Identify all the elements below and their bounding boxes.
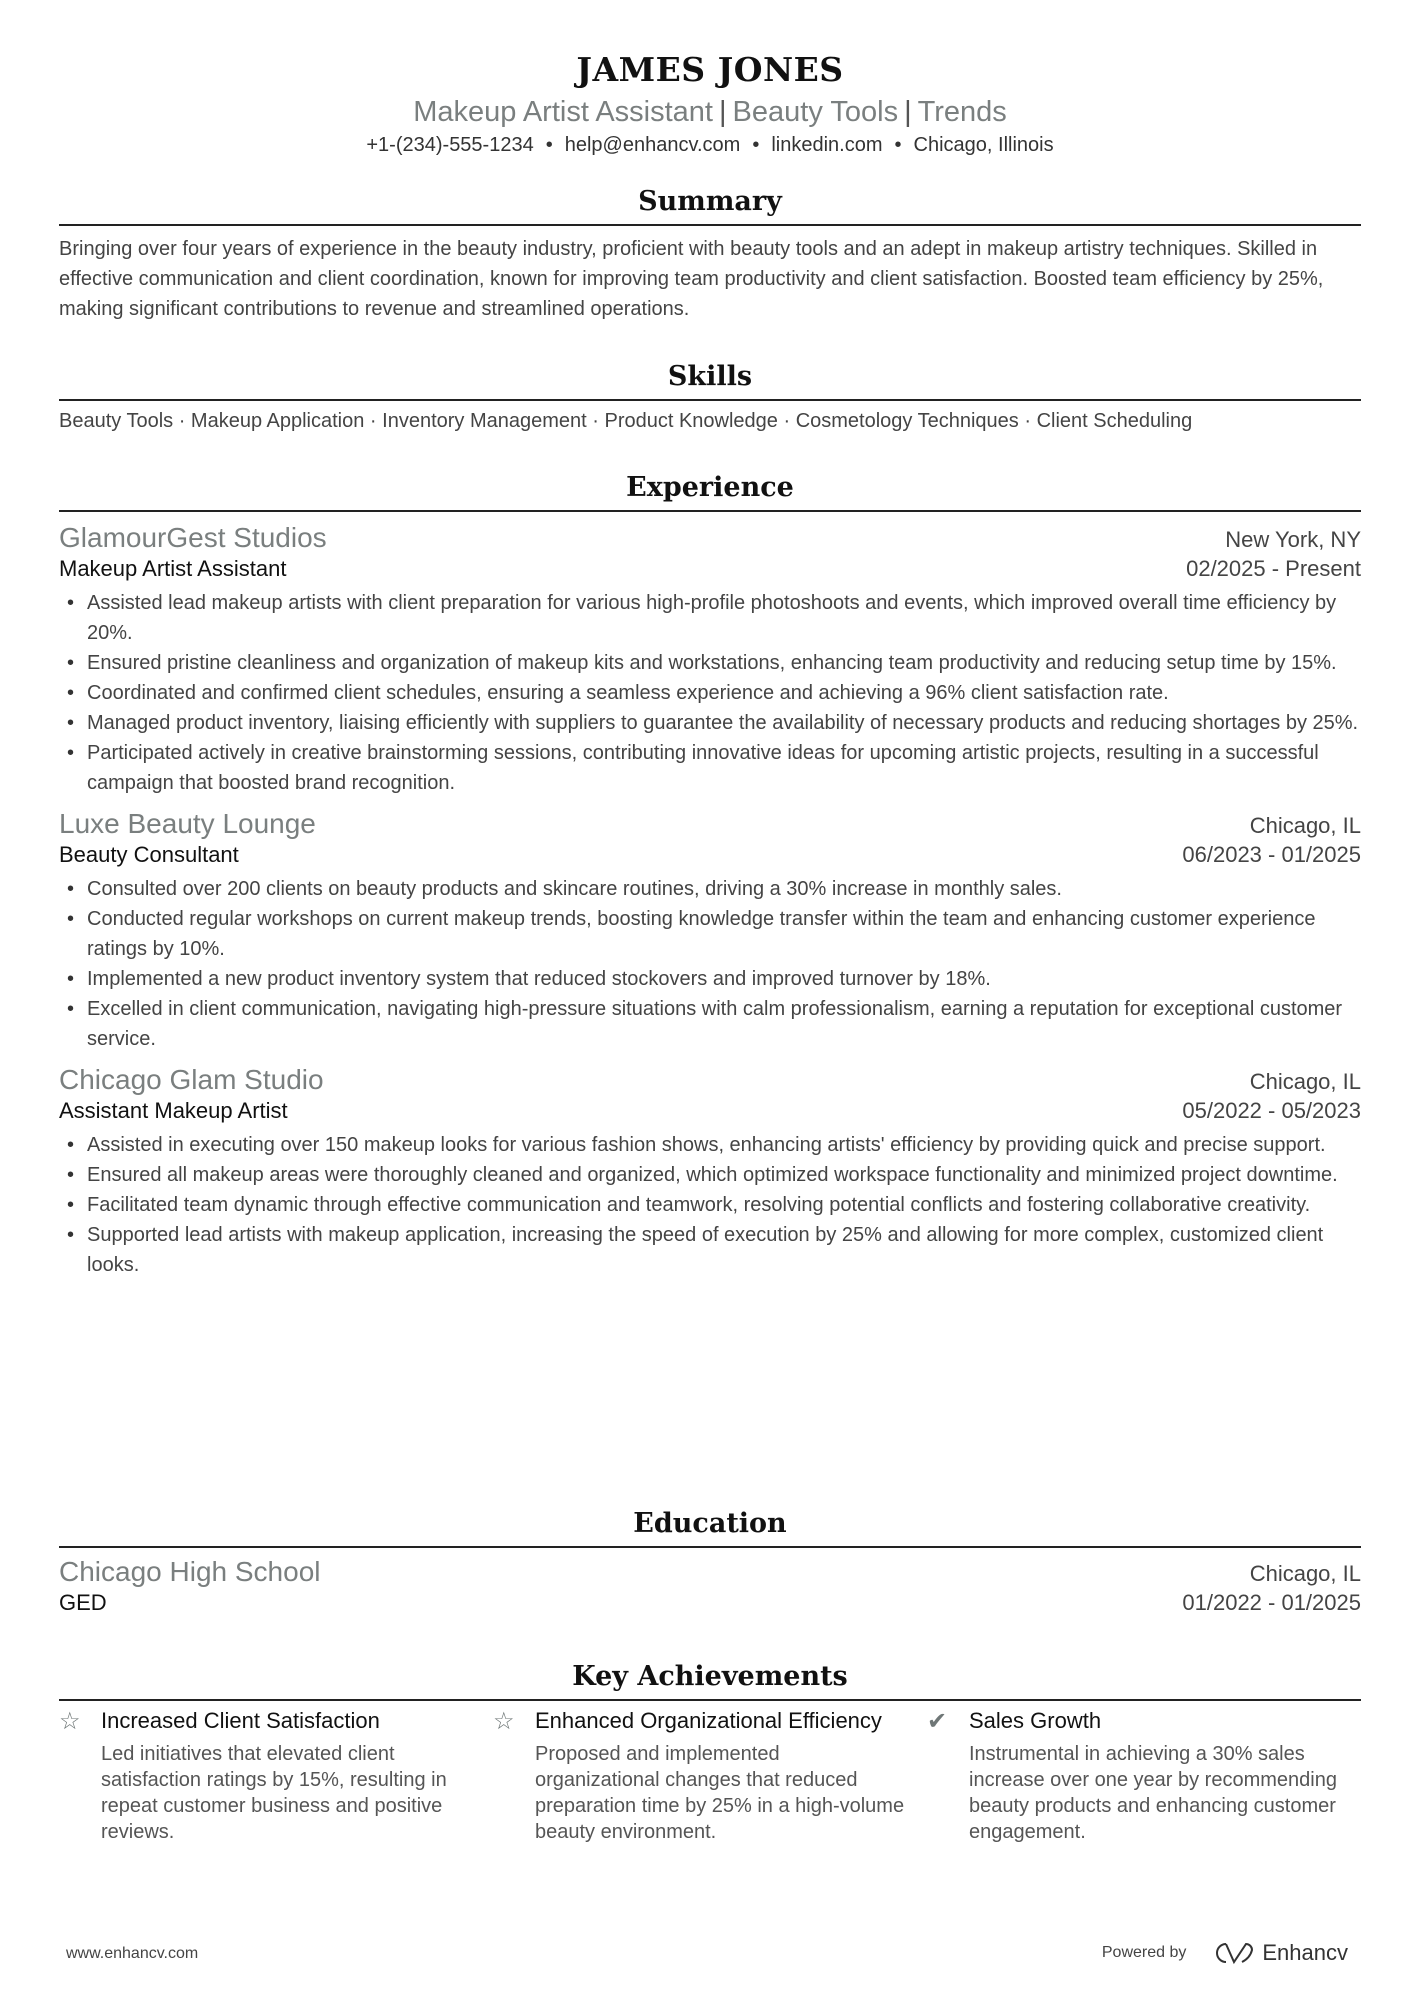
achievement-title: Increased Client Satisfaction — [101, 1708, 380, 1733]
achievement-item — [493, 1707, 927, 1845]
company-name: Luxe Beauty Lounge — [59, 808, 316, 839]
job-location: Chicago, IL — [1249, 813, 1361, 838]
summary-text: Bringing over four years of experience in the beauty industry, proficient with beauty tools and an adept in makeup artistry techniques. Skilled in effective communication and client coordination, known for improving team productivity and client satisfaction. Boosted team efficiency by 25%, making significant contributions to revenue and streamlined operations. — [59, 238, 1324, 320]
section-heading: Key Achievements — [59, 1661, 1361, 1701]
job-dates: 05/2022 - 05/2023 — [1182, 1098, 1361, 1123]
achievement-description: Proposed and implemented organizational changes that reduced preparation time by 25% in a high-volume beauty environment. — [535, 1743, 905, 1843]
powered-by: Powered by — [1101, 1944, 1187, 1961]
experience-entry — [59, 1064, 1361, 1280]
brand-name: Enhancv — [1262, 1940, 1348, 1965]
bullet-item: • Assisted lead makeup artists with client preparation for various high-profile photoshoots and events, which improved overall time efficiency by 20%. — [59, 588, 1361, 648]
achievement-description: Led initiatives that elevated client satisfaction ratings by 15%, resulting in repeat customer business and positive reviews. — [101, 1743, 447, 1843]
experience-section — [59, 472, 1361, 1280]
achievements-section — [59, 1661, 1361, 1845]
bullet-item: • Supported lead artists with makeup application, increasing the speed of execution by 25% and allowing for more complex, customized client looks. — [59, 1220, 1361, 1280]
school-location: Chicago, IL — [1249, 1561, 1361, 1586]
bullet-item: • Coordinated and confirmed client schedules, ensuring a seamless experience and achieving a 96% client satisfaction rate. — [59, 678, 1361, 708]
bullet-list — [59, 588, 1361, 798]
experience-entry — [59, 808, 1361, 1054]
linkedin-link[interactable]: linkedin.com — [771, 134, 883, 156]
degree: GED — [59, 1590, 107, 1615]
bullet-item: • Excelled in client communication, navigating high-pressure situations with calm professionalism, earning a reputation for exceptional customer service. — [59, 994, 1361, 1054]
footer-url[interactable]: www.enhancv.com — [66, 1945, 199, 1962]
phone: +1-(234)-555-1234 — [366, 134, 534, 156]
education-section — [59, 1508, 1361, 1616]
summary-section — [59, 186, 1361, 324]
headline: Makeup Artist Assistant | Beauty Tools | Trends — [413, 96, 1007, 128]
section-heading: Experience — [59, 472, 1361, 512]
achievement-item — [59, 1707, 493, 1845]
bullet-item: • Ensured all makeup areas were thoroughly cleaned and organized, which optimized workspace functionality and minimized project downtime. — [59, 1160, 1361, 1190]
education-dates: 01/2022 - 01/2025 — [1182, 1590, 1361, 1615]
bullet-item: • Managed product inventory, liaising efficiently with suppliers to guarantee the availability of necessary products and reducing shortages by 25%. — [59, 708, 1361, 738]
star-icon: ☆ — [59, 1708, 81, 1735]
email-link[interactable]: help@enhancv.com — [564, 134, 741, 156]
skills-list: Beauty Tools · Makeup Application · Inventory Management · Product Knowledge · Cosmetology Techniques · Client Scheduling — [59, 410, 1193, 432]
bullet-list — [59, 874, 1361, 1054]
bullet-item: • Implemented a new product inventory system that reduced stockovers and improved turnover by 18%. — [59, 964, 1361, 994]
headline-title: Trends — [917, 96, 1007, 128]
achievement-title: Enhanced Organizational Efficiency — [535, 1708, 882, 1733]
star-icon: ☆ — [493, 1708, 515, 1735]
headline-title: Beauty Tools — [732, 96, 899, 128]
achievement-title: Sales Growth — [969, 1708, 1102, 1733]
bullet-list — [59, 1130, 1361, 1280]
school-name: Chicago High School — [59, 1556, 321, 1587]
bullet-item: • Facilitated team dynamic through effective communication and teamwork, resolving potential conflicts and fostering collaborative creativity. — [59, 1190, 1361, 1220]
job-dates: 02/2025 - Present — [1186, 556, 1361, 581]
footer-branding — [1102, 1940, 1348, 1966]
candidate-name: JAMES JONES — [576, 50, 844, 89]
achievement-item — [927, 1707, 1361, 1845]
section-heading: Education — [59, 1508, 1361, 1548]
contact-info: +1-(234)-555-1234 • help@enhancv.com • linkedin.com • Chicago, Illinois — [366, 134, 1054, 156]
achievement-description: Instrumental in achieving a 30% sales increase over one year by recommending beauty products and enhancing customer engagement. — [969, 1743, 1337, 1843]
enhancv-logo-icon — [1212, 1940, 1256, 1966]
headline-title: Makeup Artist Assistant — [413, 96, 713, 128]
job-location: Chicago, IL — [1249, 1069, 1361, 1094]
skills-section — [59, 361, 1361, 436]
bullet-item: • Ensured pristine cleanliness and organization of makeup kits and workstations, enhancing team productivity and reducing setup time by 15%. — [59, 648, 1361, 678]
section-heading: Skills — [59, 361, 1361, 401]
check-icon: ✔ — [927, 1708, 948, 1735]
bullet-item: • Conducted regular workshops on current makeup trends, boosting knowledge transfer within the team and enhancing customer experience ratings by 10%. — [59, 904, 1361, 964]
bullet-item: • Assisted in executing over 150 makeup looks for various fashion shows, enhancing artists' efficiency by providing quick and precise support. — [59, 1130, 1361, 1160]
bullet-item: • Participated actively in creative brainstorming sessions, contributing innovative ideas for upcoming artistic projects, resulting in a successful campaign that boosted brand recognition. — [59, 738, 1361, 798]
job-location: New York, NY — [1225, 527, 1361, 552]
section-heading: Summary — [59, 186, 1361, 226]
bullet-item: • Consulted over 200 clients on beauty products and skincare routines, driving a 30% increase in monthly sales. — [59, 874, 1361, 904]
location: Chicago, Illinois — [913, 134, 1054, 156]
job-dates: 06/2023 - 01/2025 — [1182, 842, 1361, 867]
job-title: Beauty Consultant — [59, 842, 239, 867]
company-name: Chicago Glam Studio — [59, 1064, 324, 1095]
company-name: GlamourGest Studios — [59, 522, 327, 553]
job-title: Assistant Makeup Artist — [59, 1098, 288, 1123]
experience-entry — [59, 522, 1361, 798]
job-title: Makeup Artist Assistant — [59, 556, 287, 581]
